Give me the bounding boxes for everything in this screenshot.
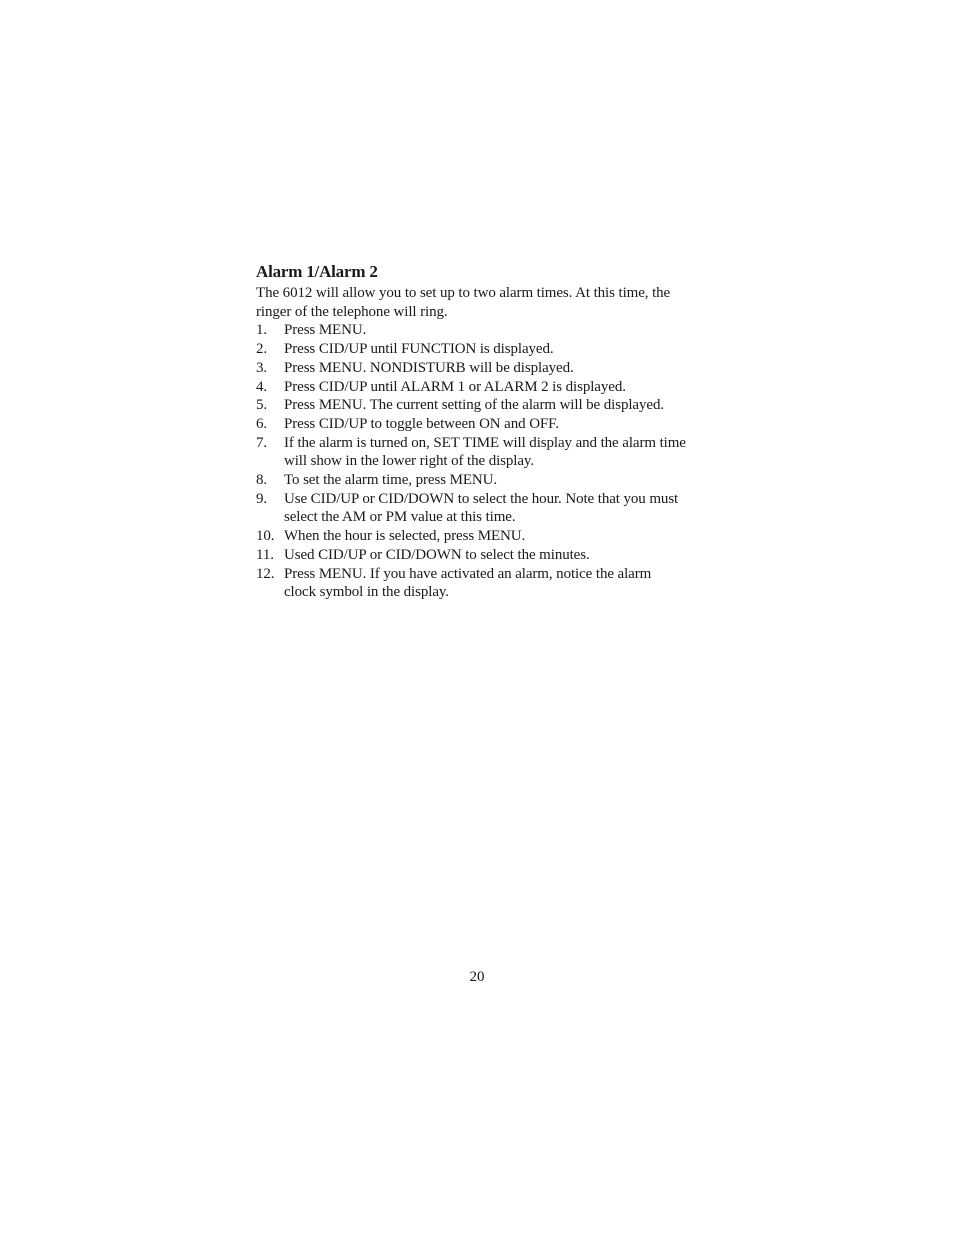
alarm-section [256,260,706,602]
step-line: Press MENU. The current setting of the alarm will be displayed. [284,397,665,414]
step-number: 11. [256,546,274,563]
section-title: Alarm 1/Alarm 2 [256,262,378,281]
list-item [256,321,706,340]
step-number: 4. [256,378,268,395]
list-item [256,490,706,527]
step-line: Press MENU. [284,322,367,339]
step-line: Press CID/UP until ALARM 1 or ALARM 2 is displayed. [284,378,626,395]
intro-line-2: ringer of the telephone will ring. [256,303,448,320]
step-line: clock symbol in the display. [284,584,449,601]
step-text [284,546,706,565]
step-text [284,378,706,397]
step-line: Use CID/UP or CID/DOWN to select the hour. Note that you must [284,490,679,507]
step-line: If the alarm is turned on, SET TIME will display and the alarm time [284,434,686,451]
list-item [256,378,706,397]
intro-line-1: The 6012 will allow you to set up to two alarm times. At this time, the [256,285,671,301]
step-text [284,565,706,602]
step-text [284,490,706,527]
list-item [256,546,706,565]
step-line: will show in the lower right of the display. [284,453,535,470]
step-text [284,359,706,378]
step-number: 10. [256,528,275,545]
step-text [284,471,706,490]
step-number: 9. [256,490,268,507]
step-number: 2. [256,341,268,358]
step-line: select the AM or PM value at this time. [284,509,516,526]
list-item [256,434,706,471]
step-text [284,396,706,415]
step-line: Press MENU. NONDISTURB will be displayed. [284,359,574,376]
step-line: Press CID/UP until FUNCTION is displayed. [284,341,554,358]
step-number: 7. [256,434,268,451]
list-item [256,415,706,434]
list-item [256,396,706,415]
step-number: 12. [256,565,275,582]
step-text [284,415,706,434]
step-text [284,434,706,471]
step-number: 3. [256,359,268,376]
intro-paragraph [256,284,706,321]
step-number: 8. [256,472,268,489]
steps-list [256,321,706,602]
step-text [284,527,706,546]
step-number: 6. [256,415,268,432]
page-number: 20 [469,969,485,985]
step-line: To set the alarm time, press MENU. [284,472,498,489]
step-text [284,321,706,340]
step-line: Press CID/UP to toggle between ON and OFF. [284,415,559,432]
list-item [256,359,706,378]
step-line: When the hour is selected, press MENU. [284,528,526,545]
list-item [256,527,706,546]
step-line: Used CID/UP or CID/DOWN to select the minutes. [284,546,590,563]
step-number: 1. [256,322,268,339]
step-line: Press MENU. If you have activated an alarm, notice the alarm [284,565,652,582]
list-item [256,340,706,359]
list-item [256,565,706,602]
step-text [284,340,706,359]
list-item [256,471,706,490]
step-number: 5. [256,397,268,414]
